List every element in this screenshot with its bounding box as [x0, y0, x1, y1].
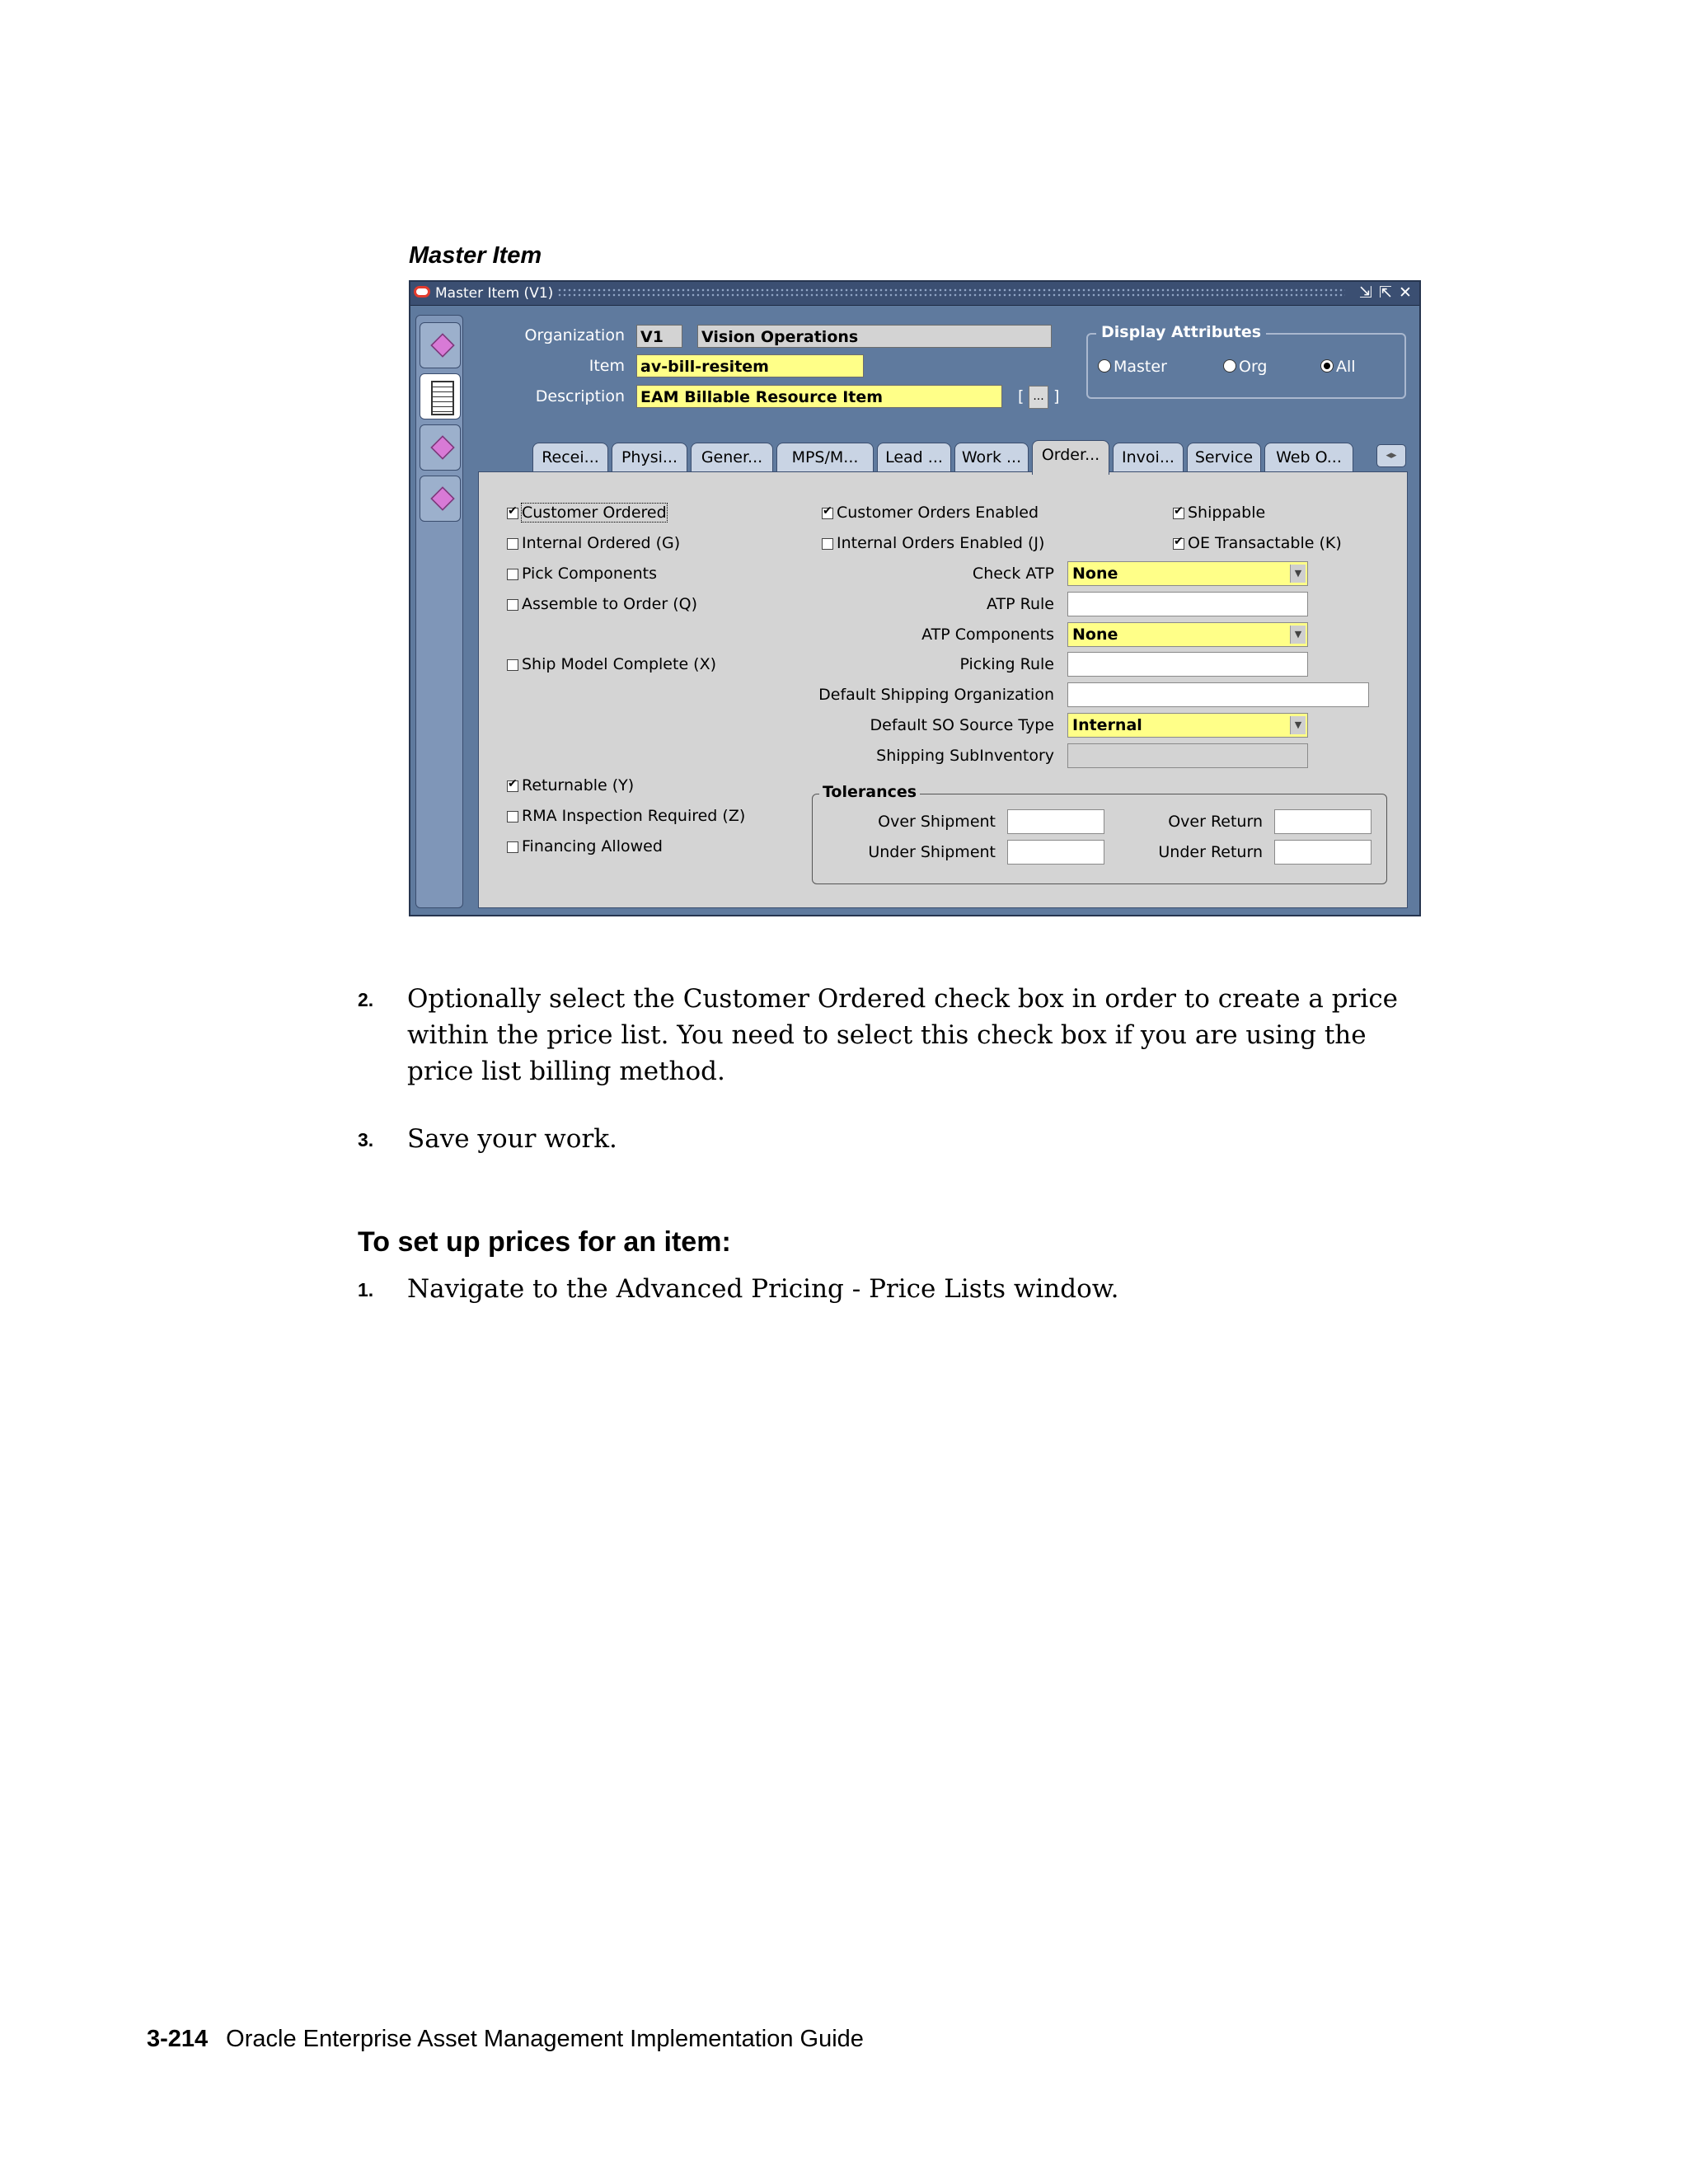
- radio-all-dot: [1320, 359, 1334, 373]
- customer-ordered-checkbox[interactable]: [507, 504, 667, 522]
- tab-order-management[interactable]: Order...: [1032, 440, 1109, 475]
- item-field[interactable]: av-bill-resitem: [636, 354, 864, 377]
- check-atp-value: None: [1072, 565, 1118, 583]
- radio-master-dot: [1098, 359, 1111, 373]
- lov-bracket-left: [: [1018, 387, 1025, 405]
- default-so-source-type-value: Internal: [1072, 716, 1142, 734]
- financing-allowed-box: [507, 841, 518, 853]
- page-number: 3-214: [147, 2026, 209, 2052]
- step-text: Save your work.: [407, 1124, 617, 1154]
- oracle-logo-icon: [414, 286, 430, 298]
- picking-rule-label: Picking Rule: [959, 655, 1054, 673]
- description-field[interactable]: EAM Billable Resource Item: [636, 385, 1002, 408]
- oe-transactable-checkbox[interactable]: [1173, 534, 1342, 552]
- internal-ordered-label: Internal Ordered (G): [522, 534, 681, 552]
- chevron-down-icon[interactable]: ▼: [1290, 716, 1306, 734]
- item-label: Item: [588, 357, 625, 375]
- under-shipment-field[interactable]: [1007, 840, 1104, 865]
- radio-master[interactable]: [1098, 358, 1167, 376]
- titlebar-grip: [557, 288, 1345, 298]
- rma-inspection-checkbox[interactable]: [507, 807, 745, 825]
- shippable-box: [1173, 508, 1184, 519]
- lov-bracket-right: ]: [1053, 387, 1060, 405]
- window-title: Master Item (V1): [435, 285, 554, 302]
- internal-orders-enabled-label: Internal Orders Enabled (J): [837, 534, 1045, 552]
- under-return-label: Under Return: [1158, 843, 1263, 861]
- ship-model-complete-label: Ship Model Complete (X): [522, 655, 717, 673]
- default-shipping-org-label: Default Shipping Organization: [818, 686, 1054, 704]
- tab-work-in-process[interactable]: Work ...: [954, 443, 1029, 472]
- chevron-down-icon[interactable]: ▼: [1290, 626, 1306, 644]
- atp-rule-field[interactable]: [1067, 592, 1308, 616]
- vtab-item-list[interactable]: [420, 476, 461, 522]
- customer-orders-enabled-box: [822, 508, 833, 519]
- under-return-field[interactable]: [1274, 840, 1372, 865]
- display-attributes-title: Display Attributes: [1096, 323, 1266, 341]
- shippable-checkbox[interactable]: [1173, 504, 1265, 522]
- shipping-subinventory-label: Shipping SubInventory: [876, 747, 1054, 765]
- section-heading: To set up prices for an item:: [358, 1226, 731, 1258]
- radio-master-label: Master: [1114, 358, 1167, 376]
- picking-rule-field[interactable]: [1067, 652, 1308, 677]
- cube-grid-icon: [430, 435, 454, 459]
- customer-ordered-box: [507, 508, 518, 519]
- internal-orders-enabled-box: [822, 538, 833, 550]
- vtab-item-attributes[interactable]: [420, 373, 461, 419]
- minimize-icon[interactable]: ⇲: [1359, 284, 1372, 302]
- tab-invoicing[interactable]: Invoi...: [1113, 443, 1184, 472]
- internal-orders-enabled-checkbox[interactable]: [822, 534, 1044, 552]
- oe-transactable-label: OE Transactable (K): [1188, 534, 1342, 552]
- tab-service[interactable]: Service: [1187, 443, 1261, 472]
- over-return-label: Over Return: [1168, 813, 1263, 831]
- radio-all-label: All: [1336, 358, 1356, 376]
- tab-receiving[interactable]: Recei...: [532, 443, 608, 472]
- organization-label: Organization: [524, 326, 625, 344]
- order-management-panel: [478, 471, 1408, 908]
- tab-web-option[interactable]: Web O...: [1264, 443, 1353, 472]
- cube-icon: [430, 333, 454, 357]
- window-titlebar[interactable]: [410, 282, 1419, 306]
- financing-allowed-label: Financing Allowed: [522, 837, 663, 855]
- step-text: Navigate to the Advanced Pricing - Price Lists window.: [407, 1274, 1119, 1304]
- tolerances-group: [812, 783, 1387, 884]
- over-return-field[interactable]: [1274, 809, 1372, 834]
- organization-name-field[interactable]: Vision Operations: [697, 325, 1052, 348]
- document-list-icon: [431, 381, 454, 415]
- guide-title: Oracle Enterprise Asset Management Implementation Guide: [226, 2026, 864, 2052]
- maximize-icon[interactable]: ⇱: [1379, 284, 1392, 302]
- oe-transactable-box: [1173, 538, 1184, 550]
- customer-ordered-label: Customer Ordered: [522, 504, 667, 522]
- assemble-to-order-label: Assemble to Order (Q): [522, 595, 697, 613]
- description-label: Description: [535, 387, 625, 405]
- financing-allowed-checkbox[interactable]: [507, 837, 663, 855]
- step-number: 1.: [358, 1279, 374, 1301]
- internal-ordered-checkbox[interactable]: [507, 534, 680, 552]
- tolerances-title: Tolerances: [819, 783, 920, 801]
- returnable-checkbox[interactable]: [507, 776, 634, 794]
- internal-ordered-box: [507, 538, 518, 550]
- atp-components-select[interactable]: [1067, 622, 1308, 647]
- radio-org-label: Org: [1239, 358, 1268, 376]
- check-atp-label: Check ATP: [972, 565, 1054, 583]
- returnable-label: Returnable (Y): [522, 776, 635, 794]
- under-shipment-label: Under Shipment: [868, 843, 996, 861]
- over-shipment-field[interactable]: [1007, 809, 1104, 834]
- customer-orders-enabled-checkbox[interactable]: [822, 504, 1039, 522]
- default-so-source-type-label: Default SO Source Type: [870, 716, 1054, 734]
- radio-org[interactable]: [1223, 358, 1268, 376]
- atp-rule-label: ATP Rule: [987, 595, 1054, 613]
- ship-model-complete-box: [507, 659, 518, 671]
- assemble-to-order-checkbox[interactable]: [507, 595, 697, 613]
- display-attributes-group: [1086, 323, 1406, 399]
- step-number: 2.: [358, 989, 374, 1010]
- tab-lead-times[interactable]: Lead ...: [877, 443, 951, 472]
- figure-caption: Master Item: [409, 242, 542, 269]
- returnable-box: [507, 780, 518, 792]
- step-number: 3.: [358, 1129, 374, 1151]
- pick-components-checkbox[interactable]: [507, 565, 657, 583]
- step-text: Optionally select the Customer Ordered check box in order to create a price within the price list. You need to select this check box if you are using the price list billing method.: [407, 984, 1399, 1086]
- master-item-window: [409, 280, 1421, 916]
- rma-inspection-box: [507, 811, 518, 823]
- close-icon[interactable]: ✕: [1399, 284, 1412, 302]
- shipping-subinventory-field[interactable]: [1067, 743, 1308, 768]
- description-lov-button[interactable]: ...: [1029, 386, 1048, 409]
- radio-all[interactable]: [1320, 358, 1356, 376]
- atp-components-value: None: [1072, 626, 1118, 644]
- vertical-tab-strip: [415, 315, 463, 908]
- tab-scroll-arrows-icon[interactable]: ◂▸: [1376, 444, 1406, 467]
- ship-model-complete-checkbox[interactable]: [507, 655, 716, 673]
- tab-general-planning[interactable]: Gener...: [691, 443, 773, 472]
- atp-components-label: ATP Components: [921, 626, 1054, 644]
- check-atp-select[interactable]: [1067, 561, 1308, 586]
- assemble-to-order-box: [507, 599, 518, 611]
- shippable-label: Shippable: [1188, 504, 1266, 522]
- organization-code-field[interactable]: V1: [636, 325, 682, 348]
- pick-components-label: Pick Components: [522, 565, 658, 583]
- pick-components-box: [507, 569, 518, 580]
- page-footer: [147, 2026, 864, 2053]
- chevron-down-icon[interactable]: ▼: [1290, 565, 1306, 583]
- vtab-item-categories[interactable]: [420, 424, 461, 471]
- rma-inspection-label: RMA Inspection Required (Z): [522, 807, 746, 825]
- default-shipping-org-field[interactable]: [1067, 682, 1369, 707]
- over-shipment-label: Over Shipment: [878, 813, 996, 831]
- cube-list-icon: [430, 486, 454, 510]
- default-so-source-type-select[interactable]: [1067, 713, 1308, 738]
- tab-mps-mrp[interactable]: MPS/M...: [776, 443, 874, 472]
- tab-physical[interactable]: Physi...: [612, 443, 687, 472]
- customer-orders-enabled-label: Customer Orders Enabled: [837, 504, 1039, 522]
- radio-org-dot: [1223, 359, 1236, 373]
- vtab-item-cube[interactable]: [420, 322, 461, 368]
